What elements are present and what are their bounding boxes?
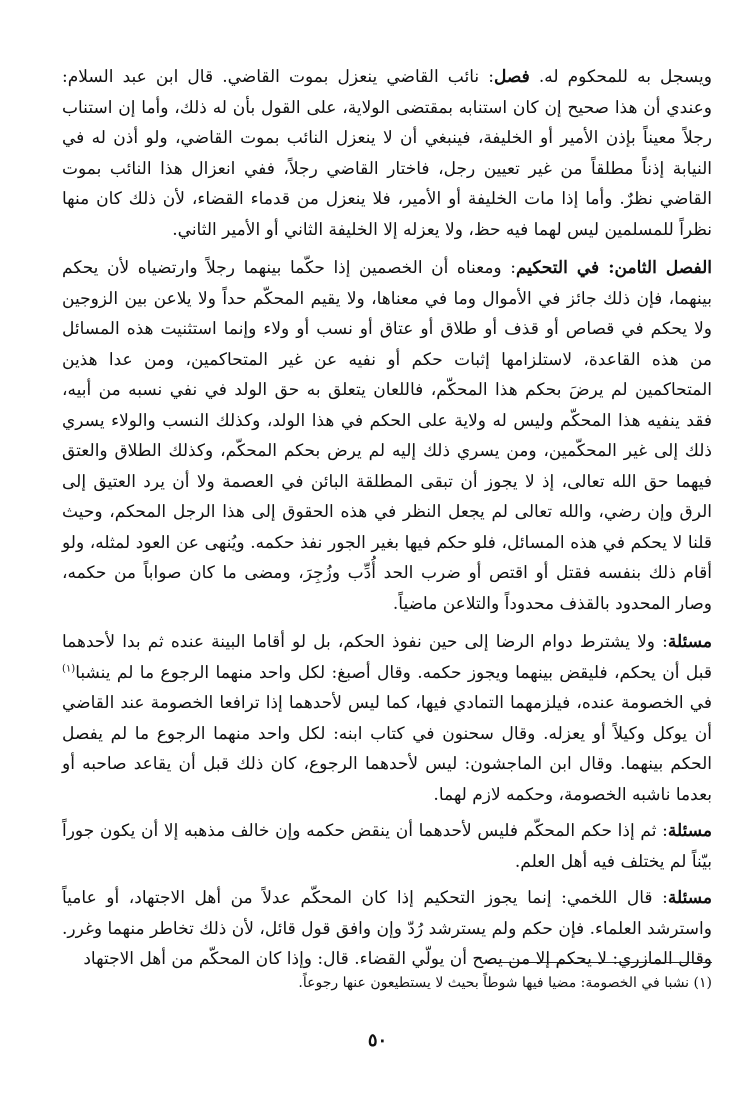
paragraph-3-text: : ولا يشترط دوام الرضا إلى حين نفوذ الحكم، بل لو أقاما البينة عنده ثم بدا لأحدهما قبل أن يحكم، فليقض بينهما ويجوز حكمه. وقال أصبغ: لكل واحد منهما الرجوع ما لم ينشبا	[62, 632, 712, 683]
footnote-divider	[487, 962, 712, 963]
paragraph-1-heading: فصل	[493, 67, 530, 87]
paragraph-3-heading: مسئلة	[667, 632, 712, 652]
paragraph-2-heading: الفصل الثامن: في التحكيم	[515, 258, 713, 278]
paragraph-5-heading: مسئلة	[667, 888, 712, 908]
paragraph-3	[62, 627, 712, 810]
page-number: ٥٠	[367, 1030, 388, 1051]
footnote-text: نشبا في الخصومة: مضيا فيها شوطاً بحيث لا يستطيعون عنها رجوعاً.	[298, 975, 690, 991]
paragraph-1-text: : نائب القاضي ينعزل بموت القاضي. قال ابن عبد السلام: وعندي أن هذا صحيح إن كان استنابه بمقتضى الولاية، على القول بأن له ذلك، وأما إن استناب رجلاً معيناً بإذن الأمير أو الخليفة، فينبغي أن لا ينعزل النائب بموت القاضي، ولو أذن له في النيابة إذناً مطلقاً من غير تعيين رجل، فاختار القاضي رجلاً، ففي انعزال هذا النائب بموت القاضي نظرٌ. وأما إذا مات الخليفة أو الأمير، فلا ينعزل من قدماء القضاء، لأن ذلك كان منها نظراً للمسلمين ليس لهما فيه حظ، ولا يعزله إلا الخليفة الثاني أو الأمير الثاني.	[62, 67, 712, 240]
footnote-reference[interactable]: (١)	[62, 662, 76, 674]
paragraph-4-text: : ثم إذا حكم المحكّم فليس لأحدهما أن ينقض حكمه وإن خالف مذهبه إلا أن يكون جوراً بيّناً لم يختلف فيه أهل العلم.	[62, 821, 712, 872]
footnote-marker: (١)	[693, 975, 712, 991]
paragraph-5	[62, 883, 712, 975]
paragraph-2-text: : ومعناه أن الخصمين إذا حكّما بينهما رجلاً وارتضياه لأن يحكم بينهما، فإن ذلك جائز في الأموال وما في معناها، ولا يقيم المحكّم حداً ولا يلاعن بين الزوجين ولا يحكم في قصاص أو قذف أو طلاق أو عتاق أو نسب أو ولاء وإنما استثنيت هذه المسائل من هذه القاعدة، لاستلزامها إثبات حكم أو نفيه عن غير المتحاكمين، ومن عدا هذين المتحاكمين لم يرضَ بحكم هذا المحكّم، فاللعان يتعلق به حق الولد في نفي نسبه من أبيه، فقد ينفيه هذا المحكّم وليس له ولاية على الحكم في هذا الولد، وكذلك النسب والولاء يسري ذلك إلى غير المحكّمين، ومن يسري ذلك إليه لم يرض بحكم المحكّم، وكذلك الطلاق والعتق فيهما حق الله تعالى، إذ لا يجوز أن تبقى المطلقة البائن في العصمة ولا أن يرد العتيق إلى الرق وإن رضي، والله تعالى لم يجعل النظر في هذه الحقوق إلى هذا الرجل المحكم، وحيث قلنا لا يحكم في هذه المسائل، فلو حكم فيها بغير الجور نفذ حكمه. ويُنهى عن العود لمثله، ولو أقام ذلك بنفسه فقتل أو اقتص أو ضرب الحد أُدِّب وزُجِرَ، ومضى ما كان صواباً من حكمه، وصار المحدود بالقذف محدوداً والتلاعن ماضياً.	[62, 258, 712, 614]
paragraph-4-heading: مسئلة	[667, 821, 712, 841]
paragraph-1-prefix: ويسجل به للمحكوم له.	[529, 67, 712, 87]
paragraph-1	[62, 62, 712, 245]
footnote	[62, 972, 712, 994]
paragraph-4	[62, 816, 712, 877]
paragraph-5-text: : قال اللخمي: إنما يجوز التحكيم إذا كان المحكّم عدلاً من أهل الاجتهاد، أو عامياً واسترشد العلماء. فإن حكم ولم يسترشد رُدّ وإن وافق قول قائل، لأن ذلك تخاطر منهما وغرر. وقال المازري: لا يحكم إلا من يصح أن يولّي القضاء. قال: وإذا كان المحكّم من أهل الاجتهاد	[62, 888, 712, 969]
document-page	[62, 62, 712, 981]
paragraph-3-text-continued: في الخصومة عنده، فيلزمهما التمادي فيها، كما ليس لأحدهما إذا ترافعا الخصومة عند القاضي أن يوكل وكيلاً أو يعزله. وقال سحنون في كتاب ابنه: لكل واحد منهما الرجوع ما لم يفصل الحكم بينهما. وقال ابن الماجشون: ليس لأحدهما الرجوع، كان ذلك قبل أن يقاعد صاحبه أو بعدما ناشبه الخصومة، وحكمه لازم لهما.	[62, 693, 712, 805]
paragraph-2	[62, 253, 712, 619]
